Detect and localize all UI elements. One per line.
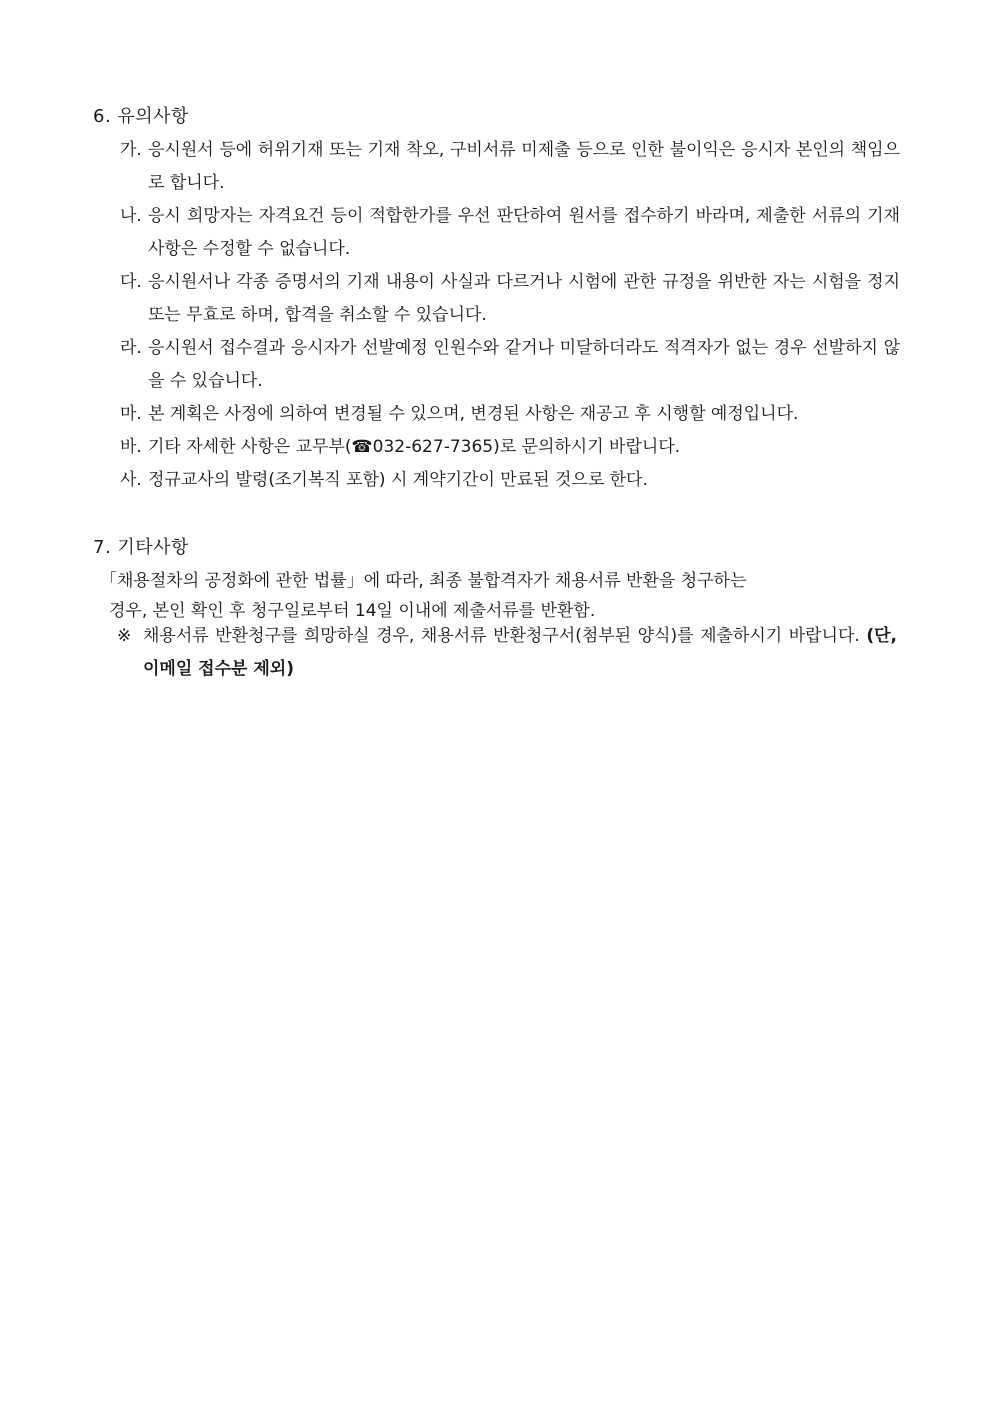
notice-item-sa [120,464,900,497]
notice-item-ga [120,134,900,200]
return-policy-line-1: 「채용절차의 공정화에 관한 법률」에 따라, 최종 불합격자가 채용서류 반환을 청구하는 [100,571,747,591]
notice-item-ma [120,398,900,431]
return-policy-line-2: 경우, 본인 확인 후 청구일로부터 14일 이내에 제출서류를 반환함. [109,601,596,621]
item-marker: 라. [120,338,142,358]
notice-item-na [120,200,900,266]
note-text: 채용서류 반환청구를 희망하실 경우, 채용서류 반환청구서(첨부된 양식)를 제출하시기 바랍니다. [143,626,860,646]
item-marker: 마. [120,404,142,424]
item-text: 기타 자세한 사항은 교무부(☎032-627-7365)로 문의하시기 바랍니다. [148,437,681,457]
note-text-wrap [117,620,897,686]
item-marker: 나. [120,206,142,226]
section-6-heading: 6. 유의사항 [93,106,189,127]
reference-mark-icon: ※ [117,626,132,646]
item-marker: 다. [120,272,142,292]
item-marker: 사. [120,470,142,490]
item-text: 응시원서 등에 허위기재 또는 기재 착오, 구비서류 미제출 등으로 인한 불이익은 응시자 본인의 책임으로 합니다. [148,140,900,193]
item-marker: 가. [120,140,142,160]
note-email-exception: (단, 이메일 접수분 제외) [143,626,898,679]
item-text: 응시원서 접수결과 응시자가 선발예정 인원수와 같거나 미달하더라도 적격자가 없는 경우 선발하지 않을 수 있습니다. [148,338,900,391]
item-marker: 바. [120,437,142,457]
return-request-note [117,620,897,686]
item-text: 본 계획은 사정에 의하여 변경될 수 있으며, 변경된 사항은 재공고 후 시행할 예정입니다. [148,404,799,424]
notice-item-ra [120,332,900,398]
notice-item-da [120,266,900,332]
item-text: 응시 희망자는 자격요건 등이 적합한가를 우선 판단하여 원서를 접수하기 바라며, 제출한 서류의 기재사항은 수정할 수 없습니다. [148,206,900,259]
section-7-heading: 7. 기타사항 [93,537,189,558]
item-text: 응시원서나 각종 증명서의 기재 내용이 사실과 다르거나 시험에 관한 규정을 위반한 자는 시험을 정지 또는 무효로 하며, 합격을 취소할 수 있습니다. [148,272,900,325]
item-text: 정규교사의 발령(조기복직 포함) 시 계약기간이 만료된 것으로 한다. [148,470,648,490]
notice-item-ba [120,431,900,464]
